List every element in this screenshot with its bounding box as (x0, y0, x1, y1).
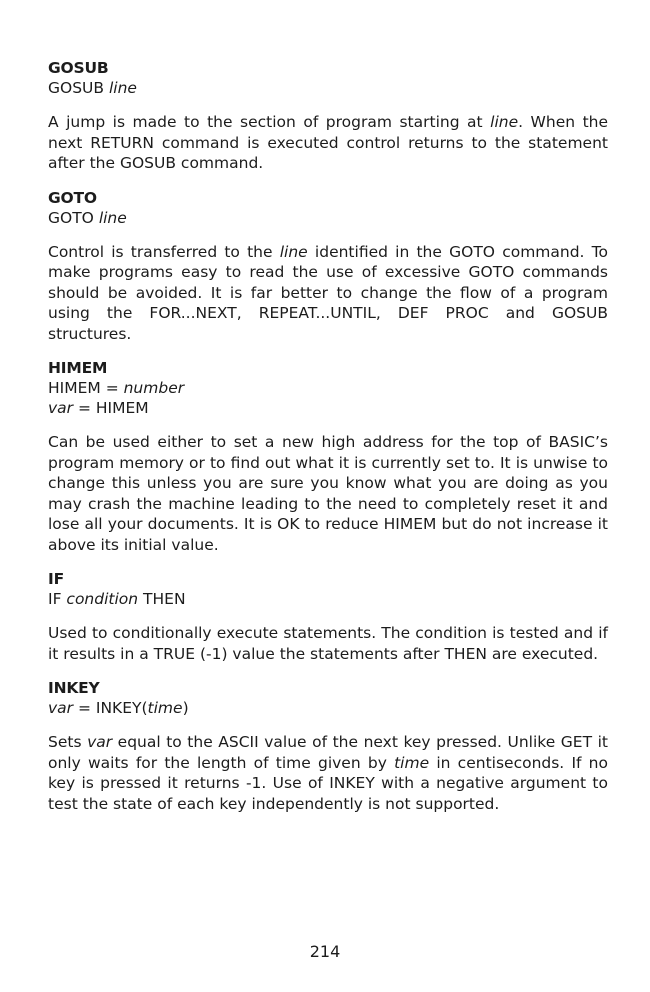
keyword-heading: INKEY (48, 679, 100, 697)
entry-goto (48, 188, 608, 345)
description-param: time (394, 753, 430, 772)
syntax-line (48, 698, 608, 718)
syntax-text: GOTO (48, 208, 99, 227)
description-param: line (279, 242, 308, 261)
description-text: Can be used either to set a new high address for the top of BASIC’s program memory or to find out what it is currently set to. It is unwise to change this unless you are sure you know what you are doing as you may crash the machine leading to the need to completely reset it and lose all your documents. It is OK to reduce HIMEM but do not increase it above its initial value. (48, 433, 608, 554)
description-text: Control is transferred to the (48, 242, 280, 261)
manual-page (48, 58, 608, 814)
syntax-line (48, 589, 608, 609)
syntax-text: = HIMEM (73, 399, 149, 417)
keyword-heading: GOSUB (48, 59, 109, 77)
keyword-heading: IF (48, 570, 64, 588)
syntax-param: line (98, 208, 127, 227)
keyword-heading: HIMEM (48, 359, 108, 377)
entry-if (48, 569, 608, 664)
syntax-param: number (123, 379, 185, 397)
description-text: Used to conditionally execute statements. The condition is tested and if it results in a TRUE (-1) value the statements after THEN are executed. (48, 624, 608, 663)
syntax-param: condition (66, 590, 139, 608)
syntax-line (48, 208, 608, 228)
description (48, 623, 608, 664)
syntax-text: ) (182, 699, 189, 717)
description (48, 432, 608, 555)
description (48, 732, 608, 814)
description-param: line (490, 113, 519, 131)
syntax-line (48, 378, 608, 398)
syntax-param: var (48, 399, 74, 417)
description (48, 242, 608, 345)
syntax-param: var (48, 699, 74, 717)
page-number: 214 (309, 942, 341, 961)
description-param: var (87, 733, 113, 751)
keyword-heading: GOTO (48, 188, 97, 207)
description-text: identified in the GOTO command. To make programs easy to read the use of excessive GOTO commands should be avoided. It is far better to change the flow of a program using the FOR...NEXT, REPEAT...UNTIL, DEF PROC and GOSUB structures. (48, 242, 608, 343)
syntax-text: HIMEM = (48, 379, 124, 397)
description-text: equal to the ASCII value of the next key pressed. Unlike GET it only waits for the length of time given by (48, 733, 608, 772)
description-text: . When the next RETURN command is executed control returns to the statement after the GOSUB command. (48, 113, 609, 172)
syntax-param: line (108, 79, 137, 97)
syntax-line (48, 398, 608, 418)
syntax-text: THEN (138, 590, 186, 608)
entry-inkey (48, 678, 608, 814)
description-text: in centiseconds. If no key is pressed it returns -1. Use of INKEY with a negative argument to test the state of each key independently is not supported. (48, 753, 608, 813)
syntax-param: time (147, 699, 183, 717)
syntax-line (48, 78, 608, 98)
syntax-text: GOSUB (48, 79, 109, 97)
entry-gosub (48, 58, 608, 174)
syntax-text: IF (48, 590, 67, 608)
description-text: A jump is made to the section of program starting at (48, 113, 491, 131)
entry-himem (48, 358, 608, 555)
syntax-text: = INKEY( (73, 699, 148, 717)
description-text: Sets (48, 733, 88, 751)
description (48, 112, 608, 174)
